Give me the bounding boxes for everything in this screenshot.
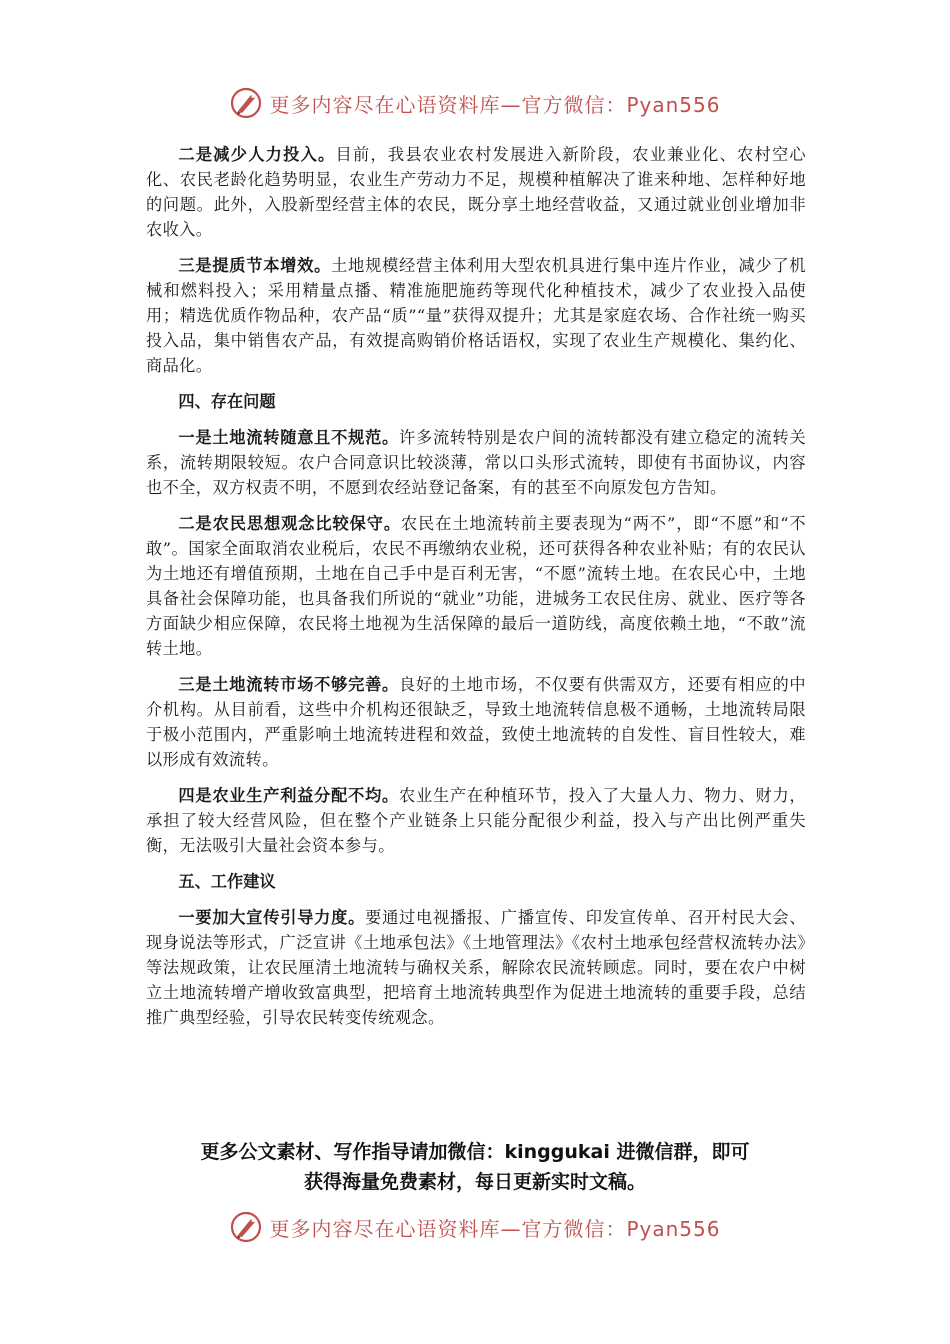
promo-notice: [120, 1137, 830, 1197]
watermark-text: 更多内容尽在心语资料库—官方微信：Pyan556: [269, 1216, 721, 1241]
paragraph-text: 土地规模经营主体利用大型农机具进行集中连片作业，减少了机械和燃料投入；采用精量点播、精准施肥施药等现代化种植技术，减少了农业投入品使用；精选优质作物品种，农产品“质”“量”获得双提升；尤其是家庭农场、合作社统一购买投入品，集中销售农产品，有效提高购销价格话语权，实现了农业生产规模化、集约化、商品化。: [146, 256, 806, 375]
paragraph: [146, 783, 806, 858]
paragraph-text: 目前，我县农业农村发展进入新阶段，农业兼业化、农村空心化、农民老龄化趋势明显，农业生产劳动力不足，规模种植解决了谁来种地、怎样种好地的问题。此外，入股新型经营主体的农民，既分享土地经营收益，又通过就业创业增加非农收入。: [146, 145, 806, 239]
watermark-header: [0, 83, 950, 123]
paragraph: [146, 425, 806, 500]
paragraph-lead: 三是提质节本增效。: [178, 256, 332, 275]
paragraph-lead: 二是减少人力投入。: [178, 145, 336, 164]
paragraph: [146, 142, 806, 242]
watermark-text: 更多内容尽在心语资料库—官方微信：Pyan556: [269, 92, 721, 117]
promo-line-1: 更多公文素材、写作指导请加微信：kinggukai 进微信群，即可: [200, 1141, 750, 1163]
paragraph: [146, 511, 806, 661]
promo-line-2: 获得海量免费素材，每日更新实时文稿。: [303, 1171, 646, 1193]
paragraph: [146, 672, 806, 772]
watermark-footer: [0, 1207, 950, 1247]
paragraph: [146, 253, 806, 378]
paragraph-text: 农业生产在种植环节，投入了大量人力、物力、财力，承担了较大经营风险，但在整个产业链条上只能分配很少利益，投入与产出比例严重失衡，无法吸引大量社会资本参与。: [146, 786, 806, 855]
paragraph-text: 许多流转特别是农户间的流转都没有建立稳定的流转关系，流转期限较短。农户合同意识比较淡薄，常以口头形式流转，即使有书面协议，内容也不全，双方权责不明，不愿到农经站登记备案，有的甚至不向原发包方告知。: [146, 428, 806, 497]
paragraph-lead: 一是土地流转随意且不规范。: [178, 428, 400, 447]
paragraph-lead: 一要加大宣传引导力度。: [178, 908, 366, 927]
paragraph-text: 良好的土地市场，不仅要有供需双方，还要有相应的中介机构。从目前看，这些中介机构还很缺乏，导致土地流转信息极不通畅，土地流转局限于极小范围内，严重影响土地流转进程和效益，致使土地流转的自发性、盲目性较大，难以形成有效流转。: [146, 675, 806, 769]
paragraph-text: 要通过电视播报、广播宣传、印发宣传单、召开村民大会、现身说法等形式，广泛宣讲《土地承包法》《土地管理法》《农村土地承包经营权流转办法》等法规政策，让农民厘清土地流转与确权关系，解除农民流转顾虑。同时，要在农户中树立土地流转增产增收致富典型，把培育土地流转典型作为促进土地流转的重要手段，总结推广典型经验，引导农民转变传统观念。: [146, 908, 806, 1027]
paragraph-lead: 三是土地流转市场不够完善。: [178, 675, 400, 694]
section-heading: 五、工作建议: [178, 872, 276, 891]
pen-logo-icon: [229, 86, 263, 120]
paragraph-lead: 二是农民思想观念比较保守。: [178, 514, 401, 533]
paragraph-text: 农民在土地流转前主要表现为“两不”，即“不愿”和“不敢”。国家全面取消农业税后，农民不再缴纳农业税，还可获得各种农业补贴；有的农民认为土地还有增值预期，土地在自己手中是百利无害，“不愿”流转土地。在农民心中，土地具备社会保障功能，也具备我们所说的“就业”功能，进城务工农民住房、就业、医疗等各方面缺少相应保障，农民将土地视为生活保障的最后一道防线，高度依赖土地，“不敢”流转土地。: [146, 514, 807, 658]
paragraph-lead: 四是农业生产利益分配不均。: [178, 786, 400, 805]
paragraph: [146, 905, 806, 1030]
document-body: [146, 142, 806, 1041]
pen-logo-icon: [229, 1210, 263, 1244]
section-heading: 四、存在问题: [178, 392, 276, 411]
